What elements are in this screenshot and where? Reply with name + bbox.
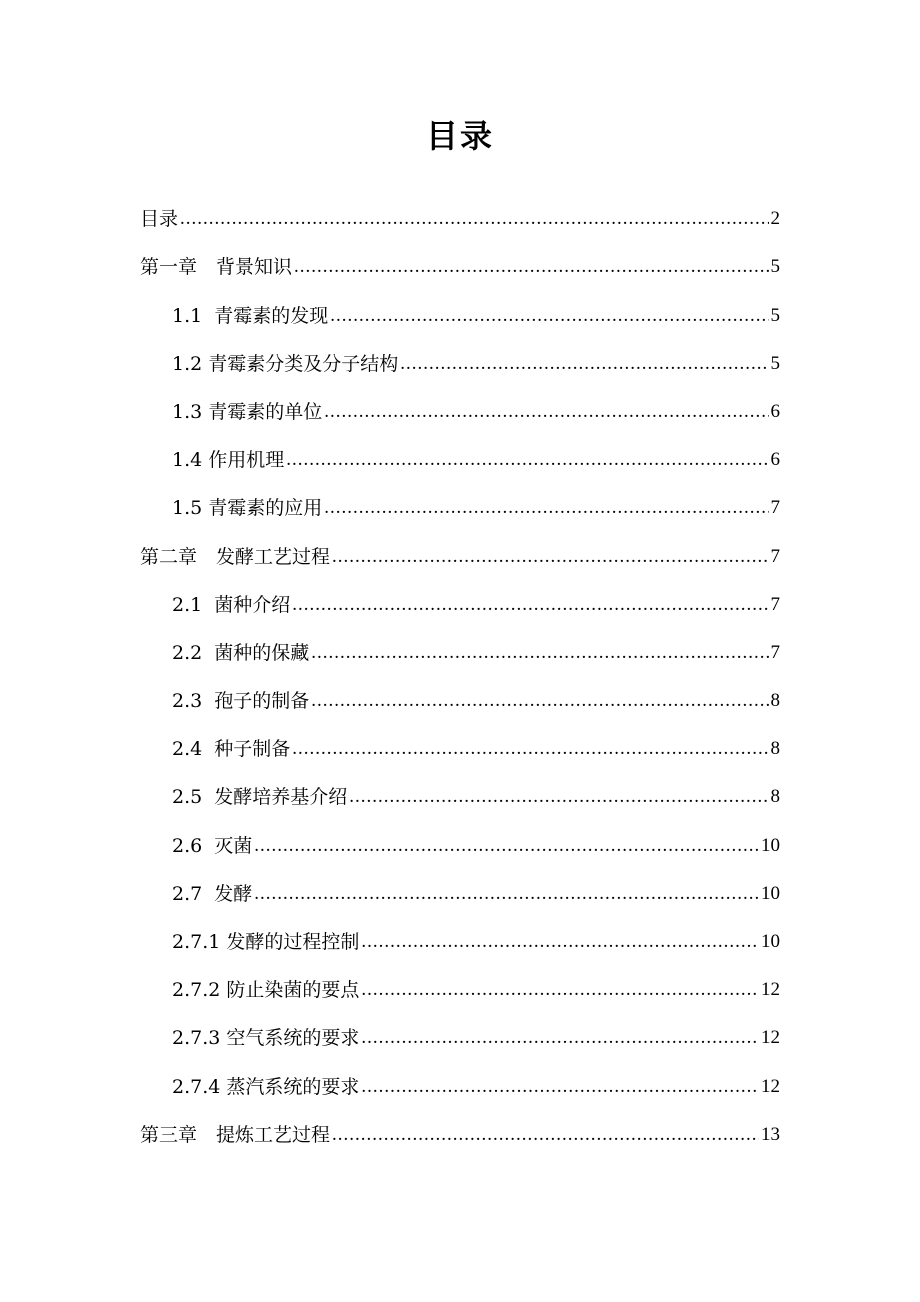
toc-dot-leader: [330, 297, 768, 335]
toc-entry[interactable]: [140, 768, 780, 816]
toc-entry[interactable]: [140, 1009, 780, 1057]
toc-entry[interactable]: [140, 720, 780, 768]
toc-entry[interactable]: [140, 431, 780, 479]
toc-page-number: 13: [761, 1123, 780, 1145]
toc-page-number: 5: [770, 256, 780, 278]
toc-page-number: 5: [770, 352, 780, 374]
toc-entry[interactable]: [140, 1057, 780, 1105]
toc-page-number: 12: [761, 1027, 780, 1049]
toc-entry-label: 2.2 菌种的保藏: [172, 641, 310, 664]
toc-dot-leader: [180, 200, 768, 238]
toc-page-number: 8: [770, 738, 780, 760]
toc-entry-label: 第一章 背景知识: [140, 256, 293, 279]
toc-entry-label: 1.4 作用机理: [172, 449, 285, 472]
toc-page-number: 10: [761, 834, 780, 856]
toc-dot-leader: [286, 441, 768, 479]
toc-dot-leader: [294, 248, 768, 286]
toc-page-number: 6: [770, 449, 780, 471]
toc-dot-leader: [361, 923, 759, 961]
toc-entry[interactable]: [140, 913, 780, 961]
toc-entry[interactable]: [140, 672, 780, 720]
toc-dot-leader: [254, 875, 759, 913]
toc-entry-label: 2.1 菌种介绍: [172, 593, 291, 616]
toc-page-number: 2: [770, 208, 780, 230]
toc-entry[interactable]: [140, 383, 780, 431]
toc-entry-label: 2.7 发酵: [172, 882, 253, 905]
toc-page-number: 12: [761, 979, 780, 1001]
toc-entry[interactable]: [140, 961, 780, 1009]
toc-page-number: 7: [770, 593, 780, 615]
toc-dot-leader: [311, 634, 768, 672]
toc-entry[interactable]: [140, 479, 780, 527]
toc-dot-leader: [254, 827, 759, 865]
toc-entry-label: 1.3 青霉素的单位: [172, 400, 323, 423]
toc-page-number: 7: [770, 497, 780, 519]
toc-entry[interactable]: [140, 335, 780, 383]
toc-entry-label: 1.2 青霉素分类及分子结构: [172, 352, 399, 375]
toc-page-number: 5: [770, 304, 780, 326]
toc-entry[interactable]: [140, 865, 780, 913]
toc-entry-label: 第三章 提炼工艺过程: [140, 1123, 331, 1146]
toc-page-number: 10: [761, 931, 780, 952]
toc-entry[interactable]: [140, 1106, 780, 1154]
toc-dot-leader: [324, 393, 768, 431]
toc-dot-leader: [361, 1068, 759, 1106]
toc-dot-leader: [324, 489, 768, 527]
toc-entry[interactable]: [140, 190, 780, 238]
toc-dot-leader: [332, 1116, 759, 1154]
page-title: 目录: [425, 117, 494, 155]
toc-page-number: 8: [770, 690, 780, 712]
toc-entry-label: 2.7.3 空气系统的要求: [172, 1027, 360, 1050]
toc-page-number: 8: [770, 786, 780, 808]
toc-dot-leader: [311, 682, 768, 720]
toc-entry-label: 1.5 青霉素的应用: [172, 497, 323, 520]
toc-dot-leader: [332, 538, 768, 576]
table-of-contents: [140, 190, 780, 1154]
toc-entry-label: 2.7.1 发酵的过程控制: [172, 931, 360, 953]
toc-entry-label: 2.7.2 防止染菌的要点: [172, 979, 360, 1002]
toc-entry-label: 目录: [140, 208, 179, 231]
toc-page-number: 7: [770, 545, 780, 567]
toc-dot-leader: [400, 345, 768, 383]
toc-entry-label: 2.6 灭菌: [172, 834, 253, 857]
toc-entry-label: 2.7.4 蒸汽系统的要求: [172, 1075, 360, 1098]
toc-dot-leader: [361, 1019, 759, 1057]
toc-entry[interactable]: [140, 576, 780, 624]
toc-page-number: 7: [770, 641, 780, 663]
toc-dot-leader: [361, 971, 759, 1009]
toc-page-number: 6: [770, 400, 780, 422]
toc-entry[interactable]: [140, 527, 780, 575]
toc-page-number: 12: [761, 1075, 780, 1097]
toc-entry[interactable]: [140, 238, 780, 286]
toc-page-number: 10: [761, 882, 780, 904]
toc-entry[interactable]: [140, 286, 780, 334]
toc-entry-label: 第二章 发酵工艺过程: [140, 545, 331, 568]
toc-dot-leader: [349, 778, 768, 816]
toc-dot-leader: [292, 730, 768, 768]
toc-entry-label: 2.4 种子制备: [172, 738, 291, 761]
toc-entry[interactable]: [140, 624, 780, 672]
toc-entry-label: 2.3 孢子的制备: [172, 690, 310, 713]
toc-entry-label: 1.1 青霉素的发现: [172, 304, 329, 327]
toc-entry[interactable]: [140, 816, 780, 864]
toc-dot-leader: [292, 586, 768, 624]
toc-entry-label: 2.5 发酵培养基介绍: [172, 786, 348, 809]
